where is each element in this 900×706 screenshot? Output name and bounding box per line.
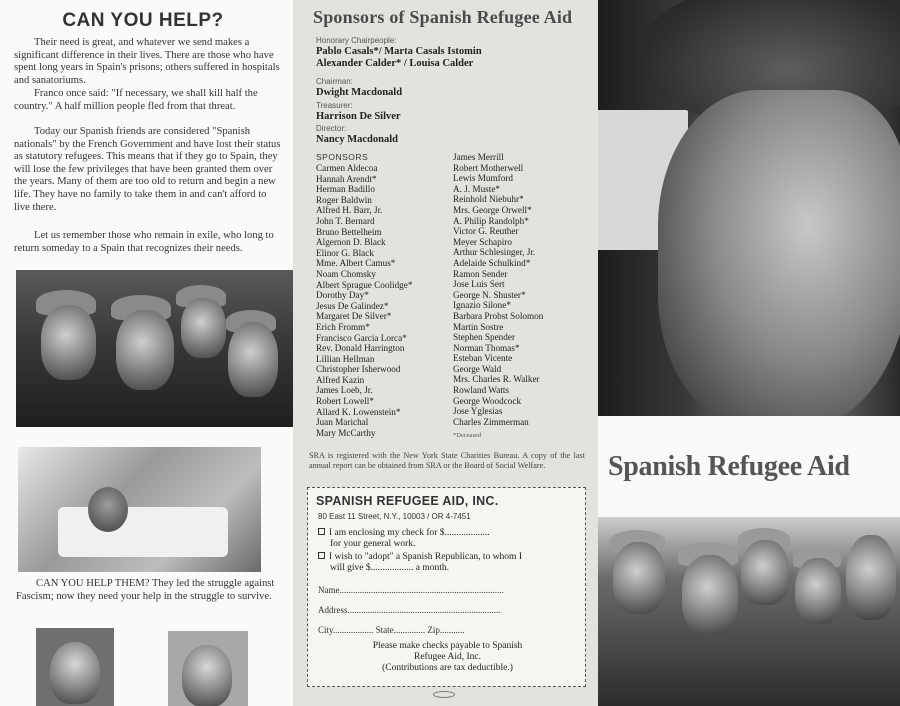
sponsor-name: George N. Shuster* — [453, 289, 526, 300]
sponsor-name: Victor G. Reuther — [453, 226, 519, 237]
sponsor-name: Rowland Watts — [453, 385, 509, 396]
sponsor-name: Lillian Hellman — [316, 353, 375, 364]
torn-edge-top — [598, 416, 900, 430]
sponsor-name: Lewis Mumford — [453, 173, 513, 184]
honorary-chair-name: Alexander Calder* / Louisa Calder — [316, 58, 474, 69]
intro-paragraph-1: Their need is great, and whatever we send makes a significant difference in their lives. There are those who have spent long years in Spain's prisons; others suffered in hospitals and sanatoriums. — [14, 37, 280, 86]
adopt-republican-option[interactable] — [318, 552, 522, 574]
sra-registration-note: SRA is registered with the New York State Charities Bureau. A copy of the last annual report can be obtained from SRA or the Board of Social Welfare. — [309, 451, 585, 470]
payable-line-3: (Contributions are tax deductible.) — [382, 663, 513, 673]
intro-paragraph-3: Today our Spanish friends are considered "Spanish nationals" by the French Government and have lost their status as statutory refugees. This means that if they go to Spain, they will lose the few privileges that have been granted them over the years. Many of them are too old to return and begin a new life. They have no family to take them in and can't afford to live there. — [14, 126, 281, 213]
sponsor-name: Meyer Schapiro — [453, 236, 512, 247]
form-org-name: SPANISH REFUGEE AID, INC. — [316, 494, 499, 508]
sponsor-name: Noam Chomsky — [316, 268, 376, 279]
sponsor-name: Robert Lowell* — [316, 396, 374, 407]
sponsor-name: Algernon D. Black — [316, 237, 386, 248]
option1-text-2: for your general work. — [330, 539, 416, 549]
sponsor-name: Mme. Albert Camus* — [316, 258, 396, 269]
option2-text-2: will give $.................. a month. — [330, 563, 450, 573]
sponsor-name: Mrs. Charles R. Walker — [453, 374, 540, 385]
sponsor-name: Jesus De Galindez* — [316, 300, 389, 311]
sponsor-name: Allard K. Lowenstein* — [316, 406, 401, 417]
sponsor-name: George Wald — [453, 363, 502, 374]
payable-line-2: Refugee Aid, Inc. — [413, 652, 481, 662]
address-field[interactable]: Address.................................................................... — [318, 605, 501, 615]
honorary-chair-label: Honorary Chairpeople: — [316, 36, 397, 45]
left-panel — [0, 0, 293, 706]
sponsor-name: Mary McCarthy — [316, 427, 376, 438]
honorary-chair-name: Pablo Casals*/ Marta Casals Istomin — [316, 46, 482, 57]
sponsor-name: Dorothy Day* — [316, 290, 369, 301]
can-you-help-heading: CAN YOU HELP? — [62, 10, 224, 31]
sponsor-name: Ramon Sender — [453, 268, 508, 279]
deceased-note: *Deceased — [453, 432, 482, 439]
sponsor-name: James Loeb, Jr. — [316, 385, 373, 396]
sponsors-heading: SPONSORS — [316, 152, 369, 162]
treasurer-label: Treasurer: — [316, 101, 353, 110]
sponsor-name: A. J. Muste* — [453, 183, 500, 194]
chairman-label: Chairman: — [316, 77, 353, 86]
general-check-checkbox[interactable] — [318, 528, 325, 535]
sponsor-name: Jose Luis Sert — [453, 279, 505, 290]
sponsor-name: Francisco Garcia Lorca* — [316, 332, 407, 343]
torn-edge-bottom — [598, 503, 900, 517]
form-address: 80 East 11 Street, N.Y., 10003 / OR 4-7451 — [318, 512, 471, 521]
sponsor-name: Christopher Isherwood — [316, 364, 401, 375]
sponsors-title: Sponsors of Spanish Refugee Aid — [313, 7, 573, 27]
sponsor-name: Carmen Aldecoa — [316, 163, 378, 173]
sponsor-name: Esteban Vicente — [453, 353, 513, 364]
sponsor-name: Alfred H. Barr, Jr. — [316, 205, 383, 216]
refugee-men-photo — [16, 270, 293, 427]
sponsor-name: Margaret De Silver* — [316, 311, 392, 322]
name-field[interactable]: Name......................................................................... — [318, 585, 504, 595]
option2-text: I wish to "adopt" a Spanish Republican, to whom I — [329, 552, 522, 562]
sponsor-name: Hannah Arendt* — [316, 173, 377, 184]
option1-text: I am enclosing my check for $................... — [329, 528, 490, 538]
sponsor-name: Herman Badillo — [316, 184, 375, 195]
city-state-zip-field[interactable]: City.................. State.............. Zip........... — [318, 625, 465, 635]
chairman-name: Dwight Macdonald — [316, 87, 403, 98]
sponsors-list-left — [316, 163, 412, 438]
sponsor-name: Juan Marichal — [316, 417, 369, 428]
elderly-woman-portrait — [36, 628, 114, 706]
treasurer-name: Harrison De Silver — [316, 111, 401, 122]
sponsor-name: Albert Sprague Coolidge* — [316, 279, 413, 290]
sponsor-name: Arthur Schlesinger, Jr. — [453, 247, 536, 258]
intro-paragraph-2: Franco once said: "If necessary, we shall kill half the country." A half million people fled from that threat. — [14, 88, 258, 112]
sponsor-name: Erich Fromm* — [316, 321, 370, 332]
cover-portrait-photo — [598, 0, 900, 424]
sponsor-name: Ignazio Silone* — [453, 300, 511, 311]
union-bug-icon — [433, 691, 455, 698]
sponsor-name: John T. Bernard — [316, 215, 375, 226]
sponsor-name: Martin Sostre — [453, 321, 504, 332]
director-label: Director: — [316, 124, 347, 133]
sponsor-name: Norman Thomas* — [453, 342, 520, 353]
director-name: Nancy Macdonald — [316, 134, 398, 145]
general-check-option[interactable] — [318, 528, 490, 550]
adopt-checkbox[interactable] — [318, 552, 325, 559]
sponsor-name: Bruno Bettelheim — [316, 226, 382, 237]
intro-paragraph-4: Let us remember those who remain in exile, who long to return someday to a Spain that recognizes their needs. — [14, 230, 274, 254]
sponsor-name: Charles Zimmerman — [453, 416, 529, 427]
sponsor-name: Mrs. George Orwell* — [453, 204, 532, 215]
can-you-help-them-caption: CAN YOU HELP THEM? They led the struggle against Fascism; now they need your help in the struggle to survive. — [16, 578, 275, 602]
refugee-crowd-photo — [598, 510, 900, 706]
elderly-man-portrait — [168, 631, 248, 706]
sponsors-list-right — [453, 152, 543, 427]
brand-title: Spanish Refugee Aid — [608, 451, 850, 482]
sponsor-name: Jose Yglesias — [453, 406, 503, 417]
sponsors-panel — [293, 0, 598, 706]
sponsor-name: Rev. Donald Harrington — [316, 343, 405, 354]
sponsor-name: Stephen Spender — [453, 332, 516, 343]
sponsor-name: Alfred Kazin — [316, 374, 365, 385]
payable-note — [308, 641, 587, 674]
cover-panel — [598, 0, 900, 706]
donation-form — [307, 487, 586, 687]
sponsor-name: George Woodcock — [453, 395, 522, 406]
sponsor-name: James Merrill — [453, 152, 504, 162]
sponsor-name: Elinor G. Black — [316, 247, 374, 258]
payable-line-1: Please make checks payable to Spanish — [372, 641, 523, 651]
sponsor-name: Roger Baldwin — [316, 194, 372, 205]
sponsor-name: Barbara Probst Solomon — [453, 310, 544, 321]
sponsor-name: Reinhold Niebuhr* — [453, 194, 524, 205]
sponsor-name: Adelaide Schulkind* — [453, 257, 531, 268]
sponsor-name: Robert Motherwell — [453, 162, 524, 173]
hospital-patient-photo — [18, 447, 261, 572]
sponsor-name: A. Philip Randolph* — [453, 215, 529, 226]
